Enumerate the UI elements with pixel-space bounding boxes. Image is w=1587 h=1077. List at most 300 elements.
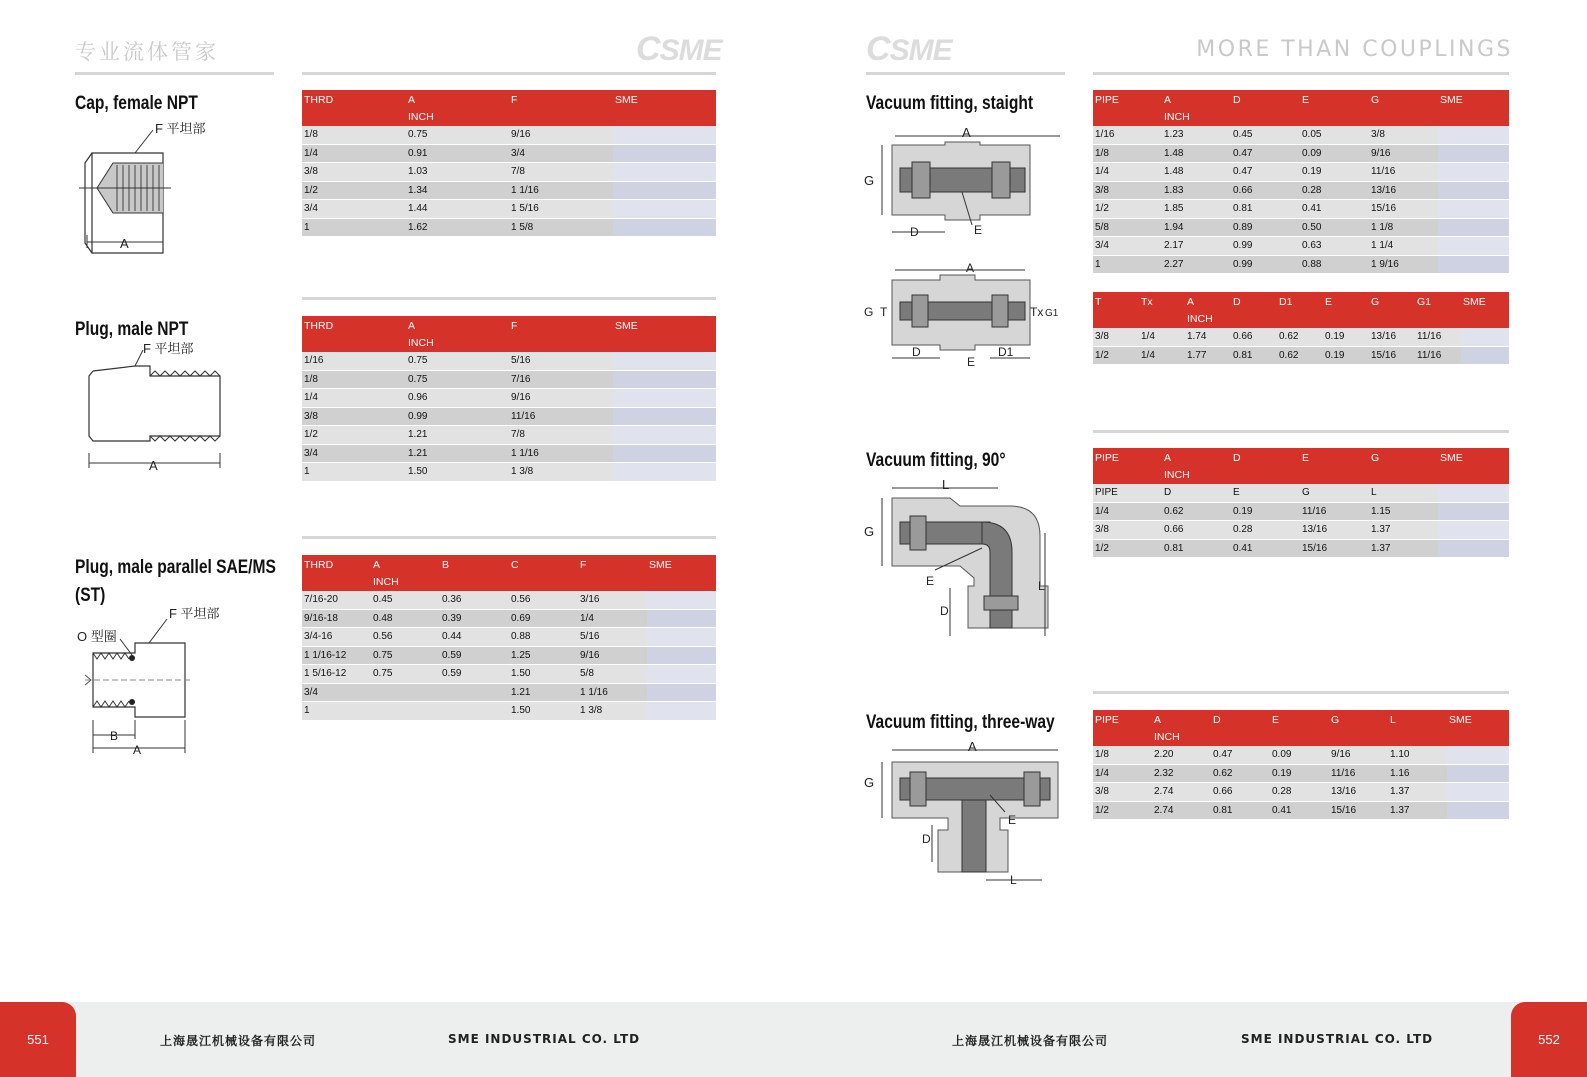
table-cell: 3/4-16: [302, 628, 371, 647]
table-cell: 3/8: [1369, 126, 1438, 144]
table-cell: 1.15: [1369, 502, 1438, 521]
column-header: C: [509, 555, 578, 591]
table-cell: 15/16: [1369, 200, 1438, 219]
table-cell: 0.28: [1300, 181, 1369, 200]
column-header: PIPE: [1093, 710, 1152, 746]
table-row: [1093, 502, 1509, 521]
svg-text:E: E: [926, 574, 935, 588]
table-cell: 0.62: [1277, 346, 1323, 365]
vacuum-straight-table-2: [1093, 292, 1509, 365]
table-cell: 3/8: [1093, 783, 1152, 802]
divider: [302, 297, 716, 300]
table-cell: 3/4: [302, 200, 406, 219]
table-cell: [613, 370, 716, 389]
table-cell: 1/2: [1093, 346, 1139, 365]
svg-text:E: E: [974, 223, 983, 237]
plug-male-npt-table: [302, 316, 716, 482]
table-cell: 0.41: [1270, 801, 1329, 820]
table-cell: PIPE: [1093, 484, 1162, 502]
vacuum-straight-diagram: [864, 120, 1070, 375]
table-cell: [1438, 163, 1509, 182]
table-cell: 0.63: [1300, 237, 1369, 256]
table-cell: 0.96: [406, 389, 509, 408]
svg-text:O 型圈: O 型圈: [77, 629, 117, 644]
table-row: [302, 628, 716, 647]
table-cell: 0.48: [371, 609, 440, 628]
table-cell: 1.50: [509, 702, 578, 721]
product-title: Vacuum fitting, staight: [866, 93, 1034, 114]
table-cell: 1.48: [1162, 163, 1231, 182]
table-cell: [613, 463, 716, 482]
table-cell: [647, 646, 716, 665]
table-cell: 11/16: [1415, 346, 1461, 365]
table-cell: 7/16: [509, 370, 613, 389]
table-cell: 3/8: [302, 163, 406, 182]
table-row: [302, 444, 716, 463]
table-cell: 1.37: [1369, 539, 1438, 558]
svg-text:G: G: [864, 305, 874, 319]
column-header: SME: [613, 90, 716, 126]
table-cell: 1 1/8: [1369, 218, 1438, 237]
table-cell: 1.21: [509, 683, 578, 702]
table-row: [1093, 255, 1509, 274]
table-row: [1093, 218, 1509, 237]
table-cell: 1.23: [1162, 126, 1231, 144]
page-number-left: 551: [0, 1002, 76, 1077]
table-cell: 1/4: [302, 144, 406, 163]
table-row: [1093, 539, 1509, 558]
table-cell: 3/8: [1093, 181, 1162, 200]
plug-parallel-diagram: [75, 605, 245, 765]
column-header: SME: [1461, 292, 1509, 328]
table-row: [1093, 237, 1509, 256]
svg-text:G1: G1: [1045, 308, 1059, 319]
product-title: Vacuum fitting, 90°: [866, 450, 1006, 471]
svg-text:T: T: [880, 305, 888, 319]
svg-text:B: B: [110, 729, 119, 743]
table-cell: 0.28: [1270, 783, 1329, 802]
column-header: D: [1231, 292, 1277, 328]
table-cell: [647, 665, 716, 684]
table-cell: 0.19: [1323, 328, 1369, 346]
table-row: [302, 200, 716, 219]
table-cell: 0.62: [1162, 502, 1231, 521]
table-cell: [1438, 237, 1509, 256]
table-cell: 1 3/8: [509, 463, 613, 482]
column-header: A INCH: [1162, 90, 1231, 126]
table-cell: D: [1162, 484, 1231, 502]
column-header: A INCH: [406, 90, 509, 126]
svg-text:L: L: [1010, 873, 1017, 887]
table-cell: [1438, 218, 1509, 237]
column-header: A INCH: [406, 316, 509, 352]
svg-text:G: G: [864, 173, 875, 188]
column-header: F: [509, 90, 613, 126]
table-header-row: [1093, 90, 1509, 126]
table-row: [302, 144, 716, 163]
product-title: Plug, male NPT: [75, 319, 189, 340]
table-cell: 0.69: [509, 609, 578, 628]
svg-text:A: A: [966, 261, 975, 275]
table-cell: [613, 426, 716, 445]
table-row: [302, 407, 716, 426]
table-cell: 1: [302, 702, 371, 721]
table-row: [302, 370, 716, 389]
table-cell: 0.56: [509, 591, 578, 609]
table-row: [302, 702, 716, 721]
table-row: [302, 463, 716, 482]
svg-text:L: L: [942, 477, 950, 492]
svg-text:A: A: [133, 743, 142, 757]
table-cell: [1438, 539, 1509, 558]
table-cell: 1 1/4: [1369, 237, 1438, 256]
table-cell: 1.83: [1162, 181, 1231, 200]
table-cell: 0.75: [371, 665, 440, 684]
table-cell: 1/2: [1093, 539, 1162, 558]
table-header-row: [302, 316, 716, 352]
column-header: G: [1369, 90, 1438, 126]
cap-female-npt-table: [302, 90, 716, 237]
company-name-cn-right: 上海晟江机械设备有限公司: [952, 1034, 1109, 1048]
table-row: [302, 181, 716, 200]
table-cell: 0.91: [406, 144, 509, 163]
table-cell: 0.41: [1300, 200, 1369, 219]
table-cell: 0.28: [1231, 521, 1300, 540]
svg-text:A: A: [120, 236, 129, 251]
column-header: SME: [647, 555, 716, 591]
table-cell: 0.62: [1277, 328, 1323, 346]
table-cell: 1/2: [1093, 200, 1162, 219]
table-cell: 1.21: [406, 426, 509, 445]
table-cell: 2.17: [1162, 237, 1231, 256]
table-cell: 0.75: [371, 646, 440, 665]
column-header: D: [1231, 448, 1300, 484]
column-header: G1: [1415, 292, 1461, 328]
table-cell: 13/16: [1300, 521, 1369, 540]
table-cell: [613, 144, 716, 163]
column-header: L: [1388, 710, 1447, 746]
table-cell: 3/8: [1093, 521, 1162, 540]
table-cell: 1/4: [1139, 328, 1185, 346]
table-cell: [647, 683, 716, 702]
table-header-row: [302, 90, 716, 126]
table-cell: 0.19: [1300, 163, 1369, 182]
product-title-line2: (ST): [75, 585, 106, 606]
table-cell: 0.88: [1300, 255, 1369, 274]
table-row: [1093, 764, 1509, 783]
table-header-row: [302, 555, 716, 591]
table-row: [302, 426, 716, 445]
svg-text:A: A: [968, 739, 977, 754]
table-cell: 11/16: [1329, 764, 1388, 783]
table-cell: [1447, 746, 1509, 764]
table-cell: 1/8: [302, 370, 406, 389]
table-row: [302, 646, 716, 665]
table-cell: [1461, 328, 1509, 346]
header-left-slogan: 专业流体管家: [75, 40, 219, 64]
column-header: D: [1211, 710, 1270, 746]
table-cell: 1/2: [302, 181, 406, 200]
table-cell: [1438, 126, 1509, 144]
table-row: [302, 389, 716, 408]
table-cell: [1438, 144, 1509, 163]
column-header: G: [1329, 710, 1388, 746]
table-row: [1093, 144, 1509, 163]
table-cell: 11/16: [509, 407, 613, 426]
column-header: THRD: [302, 316, 406, 352]
table-cell: [613, 126, 716, 144]
table-cell: 0.47: [1231, 163, 1300, 182]
svg-text:A: A: [149, 458, 158, 473]
table-cell: 1 9/16: [1369, 255, 1438, 274]
table-cell: 0.59: [440, 646, 509, 665]
plug-parallel-table: [302, 555, 716, 721]
table-cell: 0.75: [406, 370, 509, 389]
table-cell: 2.74: [1152, 783, 1211, 802]
table-cell: [1461, 346, 1509, 365]
table-cell: 1 1/16-12: [302, 646, 371, 665]
table-cell: 9/16: [1329, 746, 1388, 764]
table-cell: 1/8: [1093, 144, 1162, 163]
company-name-en-left: SME INDUSTRIAL CO. LTD: [448, 1032, 641, 1046]
column-header: SME: [1438, 90, 1509, 126]
table-cell: 11/16: [1415, 328, 1461, 346]
table-cell: 9/16: [578, 646, 647, 665]
table-cell: 1 1/16: [509, 444, 613, 463]
table-cell: [613, 407, 716, 426]
table-cell: 1.50: [509, 665, 578, 684]
table-cell: [647, 702, 716, 721]
table-cell: 0.66: [1211, 783, 1270, 802]
table-row: [302, 218, 716, 237]
table-cell: 0.81: [1162, 539, 1231, 558]
table-cell: 1 5/16: [509, 200, 613, 219]
table-cell: 0.75: [406, 352, 509, 370]
table-cell: 7/8: [509, 163, 613, 182]
table-cell: 0.47: [1211, 746, 1270, 764]
table-cell: 9/16: [509, 126, 613, 144]
vacuum-90-table: [1093, 448, 1509, 558]
table-cell: 1/2: [1093, 801, 1152, 820]
column-header: PIPE: [1093, 90, 1162, 126]
vacuum-three-way-diagram: [864, 739, 1070, 895]
table-cell: 0.09: [1300, 144, 1369, 163]
table-cell: 1.85: [1162, 200, 1231, 219]
table-cell: [1438, 502, 1509, 521]
table-cell: 0.09: [1270, 746, 1329, 764]
table-cell: 1 5/16-12: [302, 665, 371, 684]
product-title: Cap, female NPT: [75, 93, 198, 114]
svg-text:Tx: Tx: [1030, 305, 1044, 319]
table-cell: 1 3/8: [578, 702, 647, 721]
table-cell: 11/16: [1300, 502, 1369, 521]
table-cell: 1 1/16: [509, 181, 613, 200]
table-cell: 1/4: [1093, 764, 1152, 783]
sme-logo-left: CSME: [636, 30, 722, 68]
column-header: E: [1300, 90, 1369, 126]
table-cell: [613, 200, 716, 219]
table-cell: 1/16: [302, 352, 406, 370]
table-cell: 0.45: [371, 591, 440, 609]
table-cell: [613, 181, 716, 200]
table-cell: 0.44: [440, 628, 509, 647]
column-header: D1: [1277, 292, 1323, 328]
table-cell: 2.20: [1152, 746, 1211, 764]
table-header-row: [1093, 448, 1509, 484]
table-row: [1093, 126, 1509, 144]
table-cell: 0.81: [1211, 801, 1270, 820]
product-title: Vacuum fitting, three-way: [866, 712, 1055, 733]
divider: [1093, 72, 1509, 75]
table-cell: 1.44: [406, 200, 509, 219]
table-row: [302, 126, 716, 144]
table-cell: 3/4: [302, 683, 371, 702]
table-cell: 0.36: [440, 591, 509, 609]
table-cell: 1: [1093, 255, 1162, 274]
column-header: A INCH: [1162, 448, 1231, 484]
table-row: [302, 683, 716, 702]
table-cell: [647, 591, 716, 609]
table-row: [1093, 346, 1509, 365]
table-cell: 13/16: [1369, 181, 1438, 200]
table-cell: 1.03: [406, 163, 509, 182]
table-cell: 0.99: [1231, 255, 1300, 274]
header-right-slogan: MORE THAN COUPLINGS: [1196, 37, 1513, 62]
table-row: [1093, 484, 1509, 502]
table-cell: 1.34: [406, 181, 509, 200]
table-cell: 0.99: [406, 407, 509, 426]
column-header: SME: [1438, 448, 1509, 484]
column-header: F: [509, 316, 613, 352]
table-cell: 9/16-18: [302, 609, 371, 628]
table-cell: 1/8: [1093, 746, 1152, 764]
table-cell: [613, 444, 716, 463]
table-cell: 1.94: [1162, 218, 1231, 237]
divider: [1093, 430, 1509, 433]
table-cell: 0.50: [1300, 218, 1369, 237]
table-row: [302, 163, 716, 182]
table-row: [1093, 521, 1509, 540]
table-cell: 0.19: [1323, 346, 1369, 365]
svg-text:D: D: [912, 345, 921, 359]
table-cell: 1.74: [1185, 328, 1231, 346]
svg-text:F 平坦部: F 平坦部: [155, 121, 206, 136]
table-cell: [613, 389, 716, 408]
svg-text:D: D: [910, 225, 919, 239]
table-cell: 2.74: [1152, 801, 1211, 820]
table-cell: 0.59: [440, 665, 509, 684]
table-cell: [613, 352, 716, 370]
table-cell: 11/16: [1369, 163, 1438, 182]
table-cell: [1447, 801, 1509, 820]
table-cell: 1/4: [302, 389, 406, 408]
table-cell: 1.50: [406, 463, 509, 482]
table-row: [1093, 746, 1509, 764]
table-cell: 1: [302, 463, 406, 482]
table-cell: 1/4: [1093, 502, 1162, 521]
table-cell: 0.56: [371, 628, 440, 647]
page-number-right: 552: [1511, 1002, 1587, 1077]
column-header: Tx: [1139, 292, 1185, 328]
table-cell: 0.45: [1231, 126, 1300, 144]
table-cell: [613, 218, 716, 237]
table-cell: 0.19: [1270, 764, 1329, 783]
table-cell: 1.21: [406, 444, 509, 463]
table-cell: 1.16: [1388, 764, 1447, 783]
table-cell: 15/16: [1369, 346, 1415, 365]
table-cell: 0.41: [1231, 539, 1300, 558]
table-cell: 1/4: [1093, 163, 1162, 182]
svg-text:G: G: [864, 775, 875, 790]
divider: [75, 72, 274, 75]
table-row: [1093, 328, 1509, 346]
table-cell: 1 5/8: [509, 218, 613, 237]
table-cell: 5/16: [578, 628, 647, 647]
table-cell: 0.75: [406, 126, 509, 144]
table-cell: [647, 609, 716, 628]
company-name-cn-left: 上海晟江机械设备有限公司: [160, 1034, 317, 1048]
table-cell: 1/2: [302, 426, 406, 445]
svg-text:D1: D1: [998, 345, 1014, 359]
table-cell: 3/4: [509, 144, 613, 163]
table-cell: 15/16: [1300, 539, 1369, 558]
vacuum-three-way-table: [1093, 710, 1509, 820]
table-cell: 1/4: [578, 609, 647, 628]
table-cell: 0.39: [440, 609, 509, 628]
company-name-en-right: SME INDUSTRIAL CO. LTD: [1241, 1032, 1434, 1046]
table-row: [302, 591, 716, 609]
table-row: [302, 665, 716, 684]
table-cell: [440, 702, 509, 721]
table-cell: 0.05: [1300, 126, 1369, 144]
table-cell: E: [1231, 484, 1300, 502]
column-header: THRD: [302, 90, 406, 126]
table-cell: 1.37: [1388, 783, 1447, 802]
divider: [1093, 691, 1509, 694]
divider: [302, 536, 716, 539]
table-cell: 1.37: [1369, 521, 1438, 540]
table-row: [1093, 783, 1509, 802]
table-cell: 1/8: [302, 126, 406, 144]
cap-female-npt-diagram: [75, 115, 245, 260]
table-cell: 1/4: [1139, 346, 1185, 365]
vacuum-90-diagram: [864, 477, 1070, 658]
table-cell: 1: [302, 218, 406, 237]
table-cell: 1.77: [1185, 346, 1231, 365]
table-cell: 1.37: [1388, 801, 1447, 820]
table-cell: L: [1369, 484, 1438, 502]
table-cell: 7/16-20: [302, 591, 371, 609]
product-title: Plug, male parallel SAE/MS: [75, 557, 276, 578]
table-row: [1093, 181, 1509, 200]
table-cell: 1 1/16: [578, 683, 647, 702]
column-header: G: [1369, 448, 1438, 484]
table-cell: 3/8: [1093, 328, 1139, 346]
column-header: THRD: [302, 555, 371, 591]
column-header: B: [440, 555, 509, 591]
svg-text:L: L: [1038, 579, 1045, 593]
table-row: [302, 609, 716, 628]
table-cell: [1447, 764, 1509, 783]
table-cell: 0.66: [1231, 181, 1300, 200]
column-header: G: [1369, 292, 1415, 328]
column-header: E: [1270, 710, 1329, 746]
table-cell: [1438, 521, 1509, 540]
table-row: [1093, 801, 1509, 820]
table-row: [1093, 200, 1509, 219]
vacuum-straight-table: [1093, 90, 1509, 274]
sme-logo-right: CSME: [866, 30, 952, 68]
